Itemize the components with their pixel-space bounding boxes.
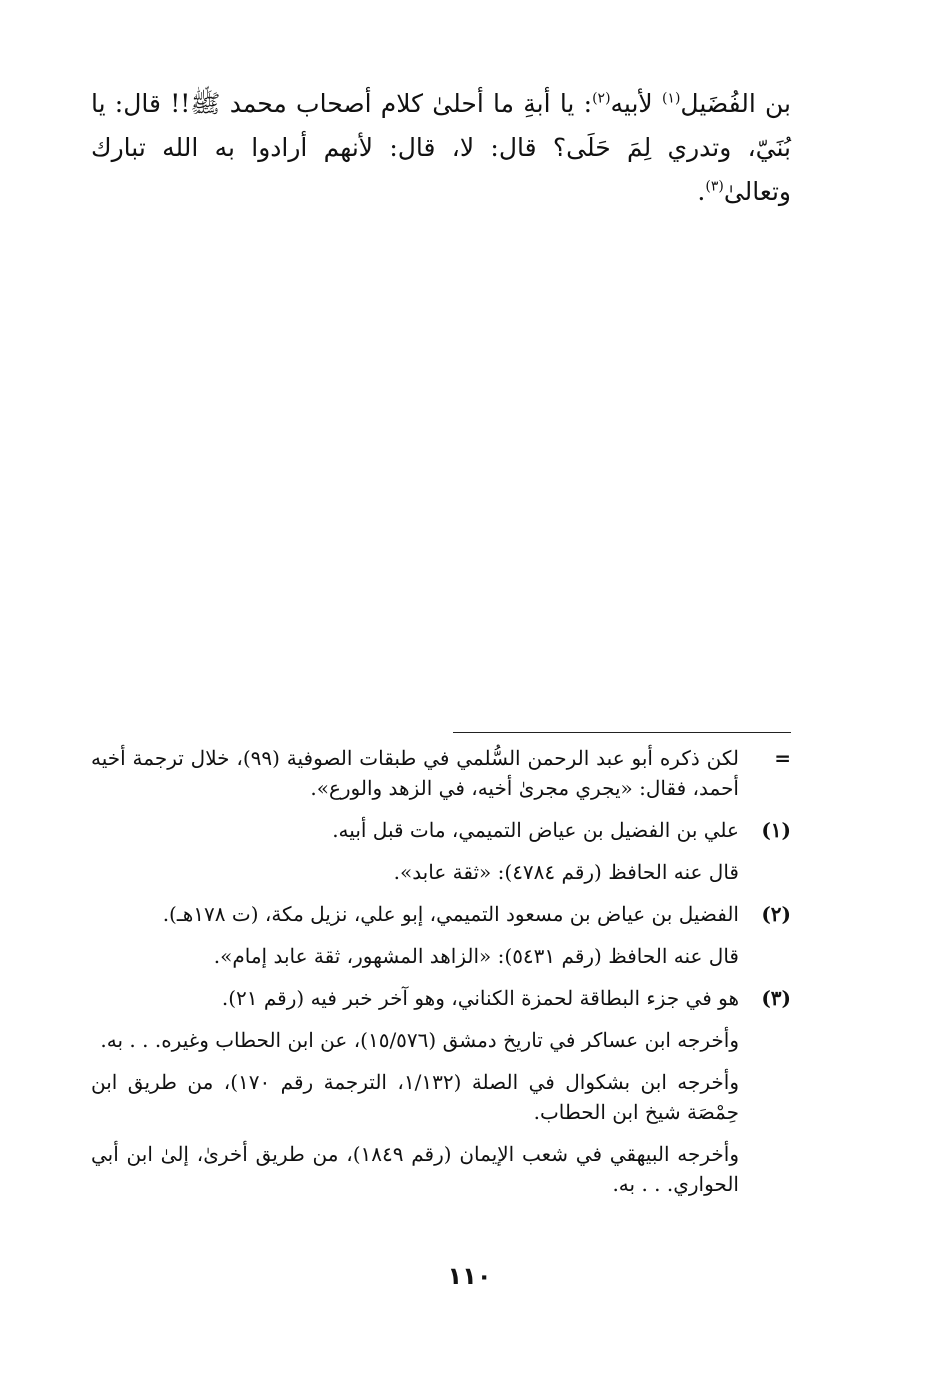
page-number: ١١٠ [447,1262,492,1290]
footnote-text: هو في جزء البطاقة لحمزة الكناني، وهو آخر خبر فيه (رقم ٢١). [221,986,739,1010]
footnote-marker: (٢) [761,902,791,926]
main-paragraph [91,82,791,214]
footnote-3-detail: وأخرجه ابن بشكوال في الصلة (١/١٣٢، الترجمة رقم ١٧٠)، من طريق ابن حِمْصَة شيخ ابن الحطاب. [91,1070,739,1124]
footnote-ref-1[interactable]: (١) [661,90,681,107]
footnote-text: علي بن الفضيل بن عياض التميمي، مات قبل أبيه. [332,818,739,842]
footnote-marker: (١) [761,818,791,842]
main-text-segment: بن الفُضَيل [680,89,791,118]
footnote-1 [91,815,791,845]
footnote-text: الفضيل بن عياض بن مسعود التميمي، إبو علي، نزيل مكة، (ت ١٧٨هـ). [162,902,739,926]
main-text-segment: : يا أبةِ ما أحلىٰ كلام أصحاب محمد ﷺ!! قال: يا بُنَيّ، وتدري لِمَ حَلَى؟ قال: لا، قال: لأنهم أرادوا به الله تبارك وتعالىٰ [91,89,791,206]
footnote-ref-2[interactable]: (٢) [592,90,611,107]
main-text-end: . [697,177,706,206]
footnote-3-detail: وأخرجه ابن عساكر في تاريخ دمشق (١٥/٥٧٦)، عن ابن الحطاب وغيره. . . به. [100,1028,739,1052]
footnotes-section [91,743,791,1211]
main-text-segment: لأبيه [610,89,662,118]
footnote-marker: = [774,746,791,770]
footnote-ref-3[interactable]: (٣) [705,178,724,195]
footnote-3-detail: وأخرجه البيهقي في شعب الإيمان (رقم ١٨٤٩)، من طريق أخرىٰ، إلىٰ ابن أبي الحواري. . . به. [91,1142,739,1196]
footnote-separator [453,732,791,733]
main-text-block [91,82,791,214]
footnote-2-detail: قال عنه الحافظ (رقم ٥٤٣١): «الزاهد المشهور، ثقة عابد إمام». [213,944,739,968]
footnote-2 [91,899,791,929]
footnote-marker: (٣) [761,986,791,1010]
footnote-3 [91,983,791,1013]
footnote-1-detail: قال عنه الحافظ (رقم ٤٧٨٤): «ثقة عابد». [393,860,739,884]
footnote-continuation [91,743,791,803]
footnote-text: لكن ذكره أبو عبد الرحمن السُّلمي في طبقات الصوفية (٩٩)، خلال ترجمة أخيه أحمد، فقال: «يجري مجرىٰ أخيه، في الزهد والورع». [91,746,739,800]
